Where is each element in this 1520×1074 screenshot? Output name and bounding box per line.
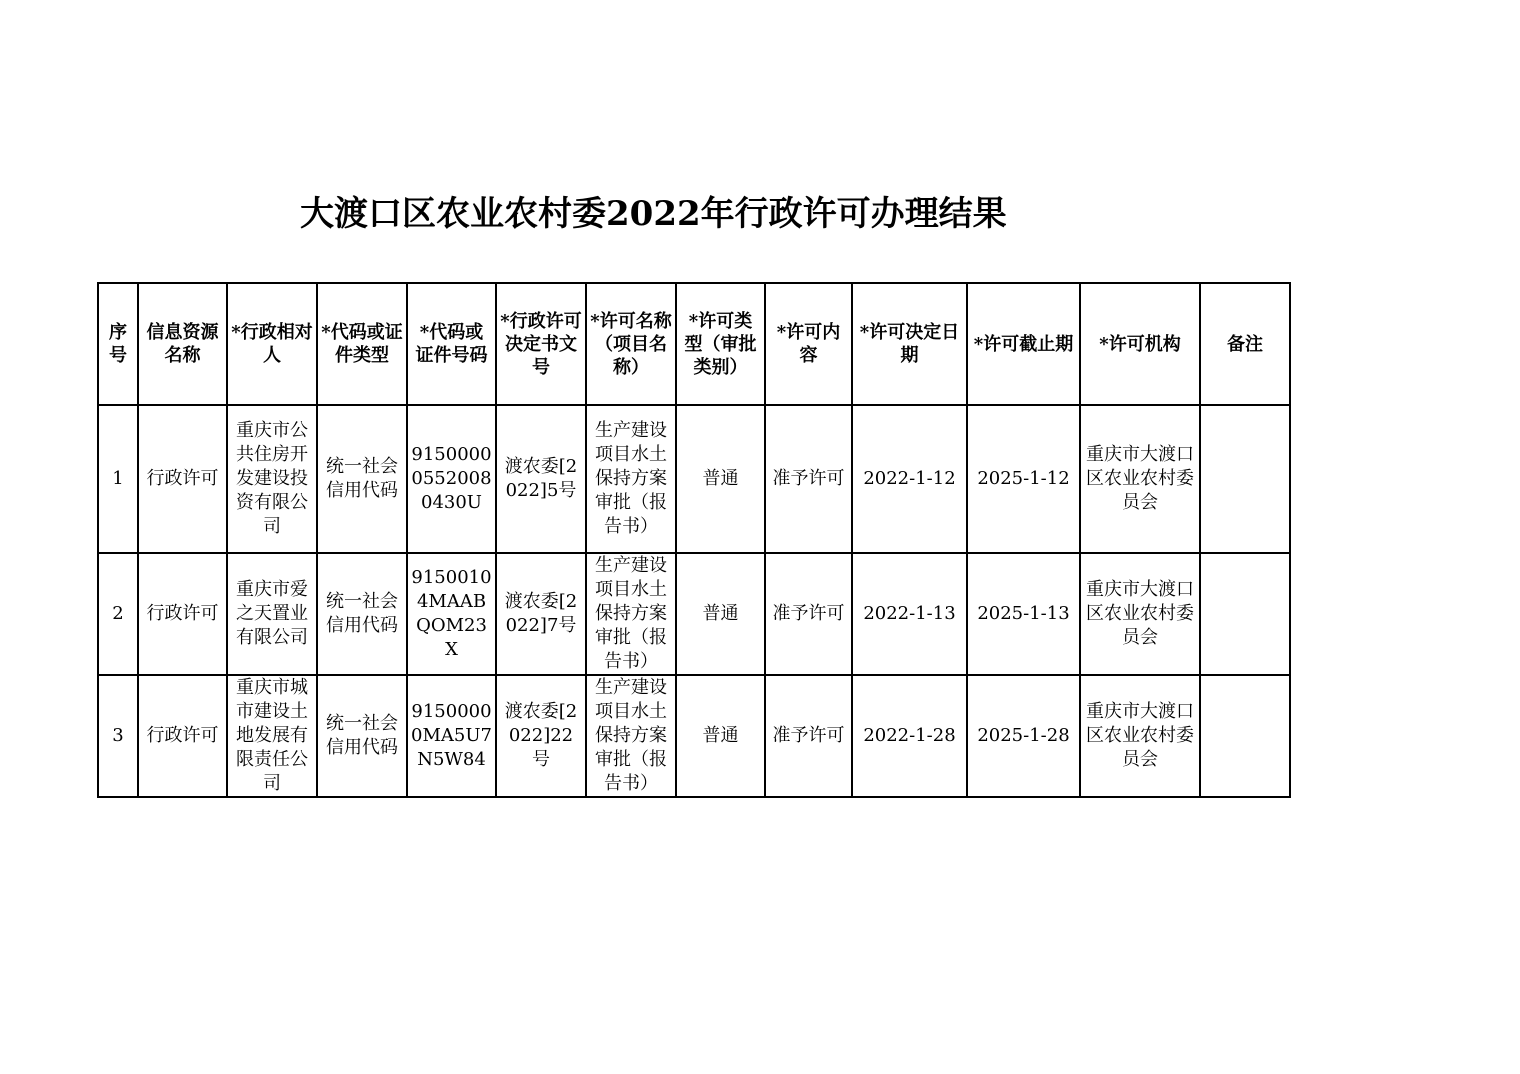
cell-remark [1200,675,1290,797]
cell-code: 91500000MA5U7N5W84 [407,675,496,797]
header-doc-no: *行政许可决定书文号 [496,283,586,405]
cell-code: 91500104MAABQOM23X [407,553,496,675]
header-code: *代码或证件号码 [407,283,496,405]
cell-content: 准予许可 [765,553,852,675]
cell-permit-type: 普通 [676,553,765,675]
cell-agency: 重庆市大渡口区农业农村委员会 [1080,405,1200,553]
cell-resource: 行政许可 [138,675,227,797]
header-permit-name: *许可名称（项目名称） [586,283,676,405]
cell-deadline: 2025-1-13 [967,553,1080,675]
cell-content: 准予许可 [765,675,852,797]
cell-doc-no: 渡农委[2022]7号 [496,553,586,675]
cell-party: 重庆市爱之天置业有限公司 [227,553,317,675]
cell-remark [1200,553,1290,675]
cell-permit-name: 生产建设项目水土保持方案审批（报告书） [586,675,676,797]
header-no: 序号 [98,283,138,405]
table-row [98,405,1290,553]
header-permit-type: *许可类型（审批类别） [676,283,765,405]
cell-permit-type: 普通 [676,405,765,553]
cell-permit-name: 生产建设项目水土保持方案审批（报告书） [586,405,676,553]
cell-code-type: 统一社会信用代码 [317,675,407,797]
cell-no: 3 [98,675,138,797]
cell-no: 1 [98,405,138,553]
cell-doc-no: 渡农委[2022]22号 [496,675,586,797]
header-content: *许可内容 [765,283,852,405]
cell-permit-name: 生产建设项目水土保持方案审批（报告书） [586,553,676,675]
page-title: 大渡口区农业农村委2022年行政许可办理结果 [300,194,1007,234]
cell-decision-date: 2022-1-12 [852,405,967,553]
table-header-row [98,283,1290,405]
cell-agency: 重庆市大渡口区农业农村委员会 [1080,553,1200,675]
cell-content: 准予许可 [765,405,852,553]
cell-remark [1200,405,1290,553]
table-row [98,675,1290,797]
cell-deadline: 2025-1-12 [967,405,1080,553]
cell-doc-no: 渡农委[2022]5号 [496,405,586,553]
header-remark: 备注 [1200,283,1290,405]
cell-code-type: 统一社会信用代码 [317,405,407,553]
header-code-type: *代码或证件类型 [317,283,407,405]
cell-party: 重庆市公共住房开发建设投资有限公司 [227,405,317,553]
cell-resource: 行政许可 [138,553,227,675]
header-party: *行政相对人 [227,283,317,405]
cell-code: 915000005520080430U [407,405,496,553]
header-deadline: *许可截止期 [967,283,1080,405]
cell-agency: 重庆市大渡口区农业农村委员会 [1080,675,1200,797]
permit-results-table [97,282,1291,798]
table-row [98,553,1290,675]
cell-code-type: 统一社会信用代码 [317,553,407,675]
cell-permit-type: 普通 [676,675,765,797]
header-resource: 信息资源名称 [138,283,227,405]
cell-decision-date: 2022-1-13 [852,553,967,675]
cell-decision-date: 2022-1-28 [852,675,967,797]
header-decision-date: *许可决定日期 [852,283,967,405]
cell-resource: 行政许可 [138,405,227,553]
cell-deadline: 2025-1-28 [967,675,1080,797]
cell-party: 重庆市城市建设土地发展有限责任公司 [227,675,317,797]
cell-no: 2 [98,553,138,675]
header-agency: *许可机构 [1080,283,1200,405]
